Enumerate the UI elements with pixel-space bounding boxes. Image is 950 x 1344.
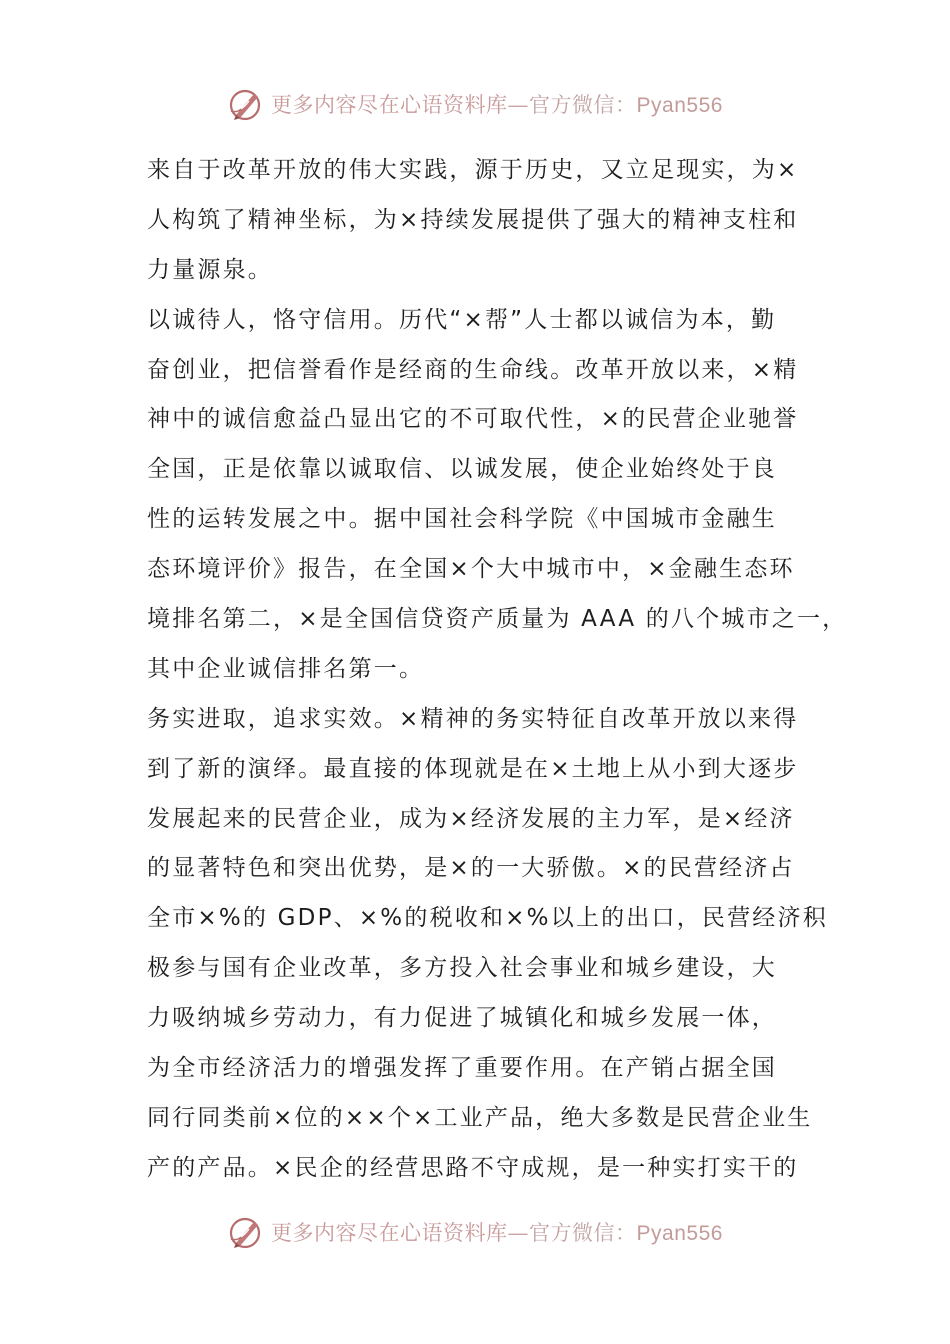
header-site-text: 更多内容尽在心语资料库 (271, 93, 508, 117)
document-body (147, 146, 848, 1194)
text-line: 发展起来的民营企业，成为×经济发展的主力军，是×经济 (147, 805, 795, 832)
text-line: 全国，正是依靠以诚取信、以诚发展，使企业始终处于良 (147, 456, 777, 483)
footer-wechat-id: Pyan556 (636, 1222, 723, 1245)
pen-logo-icon (227, 1213, 265, 1251)
text-line: 其中企业诚信排名第一。 (147, 655, 425, 682)
header-wechat-id: Pyan556 (636, 94, 723, 117)
text-line: 态环境评价》报告，在全国×个大中城市中，×金融生态环 (147, 556, 795, 583)
pen-logo-icon (227, 85, 265, 123)
header-wechat-label: 官方微信： (529, 93, 637, 117)
footer-banner-text (271, 1217, 723, 1247)
text-line: 人构筑了精神坐标，为×持续发展提供了强大的精神支柱和 (147, 206, 799, 233)
text-line: 全市×%的 GDP、×%的税收和×%以上的出口，民营经济积 (147, 905, 828, 932)
text-line: 务实进取，追求实效。×精神的务实特征自改革开放以来得 (147, 705, 799, 732)
footer-dash: — (507, 1221, 530, 1245)
text-line: 神中的诚信愈益凸显出它的不可取代性，×的民营企业驰誉 (147, 406, 799, 433)
text-line: 力量源泉。 (147, 256, 273, 283)
text-line: 力吸纳城乡劳动力，有力促进了城镇化和城乡发展一体， (147, 1005, 777, 1032)
text-line: 为全市经济活力的增强发挥了重要作用。在产销占据全国 (147, 1055, 777, 1082)
text-line: 境排名第二，×是全国信贷资产质量为 AAA 的八个城市之一， (147, 606, 848, 633)
header-banner-text (271, 89, 723, 119)
text-line: 同行同类前×位的××个×工业产品，绝大多数是民营企业生 (147, 1104, 813, 1131)
text-line: 极参与国有企业改革，多方投入社会事业和城乡建设，大 (147, 955, 777, 982)
text-line: 到了新的演绎。最直接的体现就是在×土地上从小到大逐步 (147, 755, 799, 782)
footer-banner (0, 1210, 950, 1254)
footer-site-text: 更多内容尽在心语资料库 (271, 1221, 508, 1245)
text-line: 以诚待人，恪守信用。历代“×帮”人士都以诚信为本，勤 (147, 306, 777, 333)
footer-wechat-label: 官方微信： (529, 1221, 637, 1245)
text-line: 来自于改革开放的伟大实践，源于历史，又立足现实，为× (147, 157, 799, 183)
text-line: 奋创业，把信誉看作是经商的生命线。改革开放以来，×精 (147, 356, 799, 383)
header-banner (0, 82, 950, 126)
text-line: 产的产品。×民企的经营思路不守成规，是一种实打实干的 (147, 1154, 799, 1181)
text-line: 性的运转发展之中。据中国社会科学院《中国城市金融生 (147, 506, 777, 533)
text-line: 的显著特色和突出优势，是×的一大骄傲。×的民营经济占 (147, 855, 795, 882)
header-dash: — (507, 93, 530, 117)
